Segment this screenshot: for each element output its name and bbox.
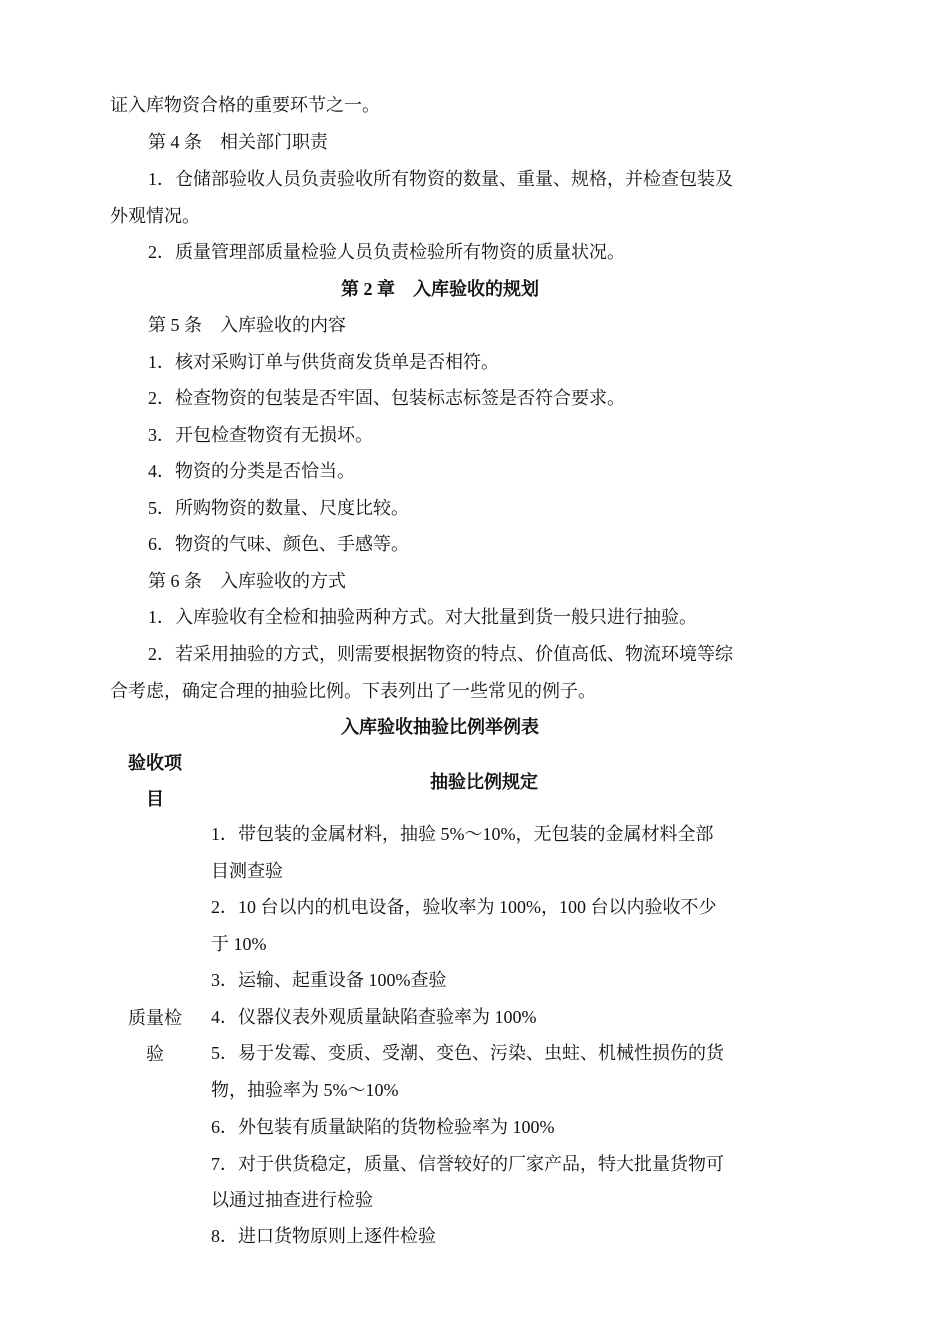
- paragraph-line: 外观情况。: [110, 206, 200, 226]
- list-item: 4．物资的分类是否恰当。: [148, 461, 355, 481]
- table-header-item: 验收项 目: [128, 753, 182, 809]
- table-cell-line: 6．外包装有质量缺陷的货物检验率为 100%: [211, 1117, 555, 1137]
- table-row-label: 质量检 验: [128, 1008, 182, 1064]
- table-cell-line: 3．运输、起重设备 100%查验: [211, 970, 447, 990]
- table-cell-line: 物，抽验率为 5%～10%: [211, 1080, 399, 1100]
- table-cell-line: 于 10%: [211, 934, 267, 954]
- table-cell-line: 2．10 台以内的机电设备，验收率为 100%，100 台以内验收不少: [211, 897, 717, 917]
- table-cell-line: 4．仪器仪表外观质量缺陷查验率为 100%: [211, 1007, 537, 1027]
- article-heading: 第 4 条 相关部门职责: [148, 132, 328, 152]
- paragraph-line: 2．质量管理部质量检验人员负责检验所有物资的质量状况。: [148, 242, 625, 262]
- paragraph-line: 1．仓储部验收人员负责验收所有物资的数量、重量、规格，并检查包装及: [148, 169, 733, 189]
- table-cell-line: 以通过抽查进行检验: [211, 1190, 373, 1210]
- article-heading: 第 6 条 入库验收的方式: [148, 571, 346, 591]
- paragraph-line: 证入库物资合格的重要环节之一。: [110, 95, 380, 115]
- list-item: 5．所购物资的数量、尺度比较。: [148, 498, 409, 518]
- table-cell-line: 1．带包装的金属材料，抽验 5%～10%，无包装的金属材料全部: [211, 824, 714, 844]
- list-item: 6．物资的气味、颜色、手感等。: [148, 534, 409, 554]
- chapter-heading: 第 2 章 入库验收的规划: [341, 279, 539, 299]
- table-cell-line: 7．对于供货稳定，质量、信誉较好的厂家产品，特大批量货物可: [211, 1154, 724, 1174]
- list-item: 2．检查物资的包装是否牢固、包装标志标签是否符合要求。: [148, 388, 625, 408]
- table-cell-line: 5．易于发霉、变质、受潮、变色、污染、虫蛀、机械性损伤的货: [211, 1043, 724, 1063]
- table-cell-line: 8．进口货物原则上逐件检验: [211, 1226, 436, 1246]
- list-item: 3．开包检查物资有无损坏。: [148, 425, 373, 445]
- table-header-rule: 抽验比例规定: [430, 772, 538, 792]
- list-item: 1．入库验收有全检和抽验两种方式。对大批量到货一般只进行抽验。: [148, 607, 697, 627]
- table-title: 入库验收抽验比例举例表: [341, 717, 539, 737]
- list-item: 2．若采用抽验的方式，则需要根据物资的特点、价值高低、物流环境等综: [148, 644, 733, 664]
- table-cell-line: 目测查验: [211, 861, 283, 881]
- paragraph-line: 合考虑，确定合理的抽验比例。下表列出了一些常见的例子。: [110, 681, 596, 701]
- article-heading: 第 5 条 入库验收的内容: [148, 315, 346, 335]
- list-item: 1．核对采购订单与供货商发货单是否相符。: [148, 352, 499, 372]
